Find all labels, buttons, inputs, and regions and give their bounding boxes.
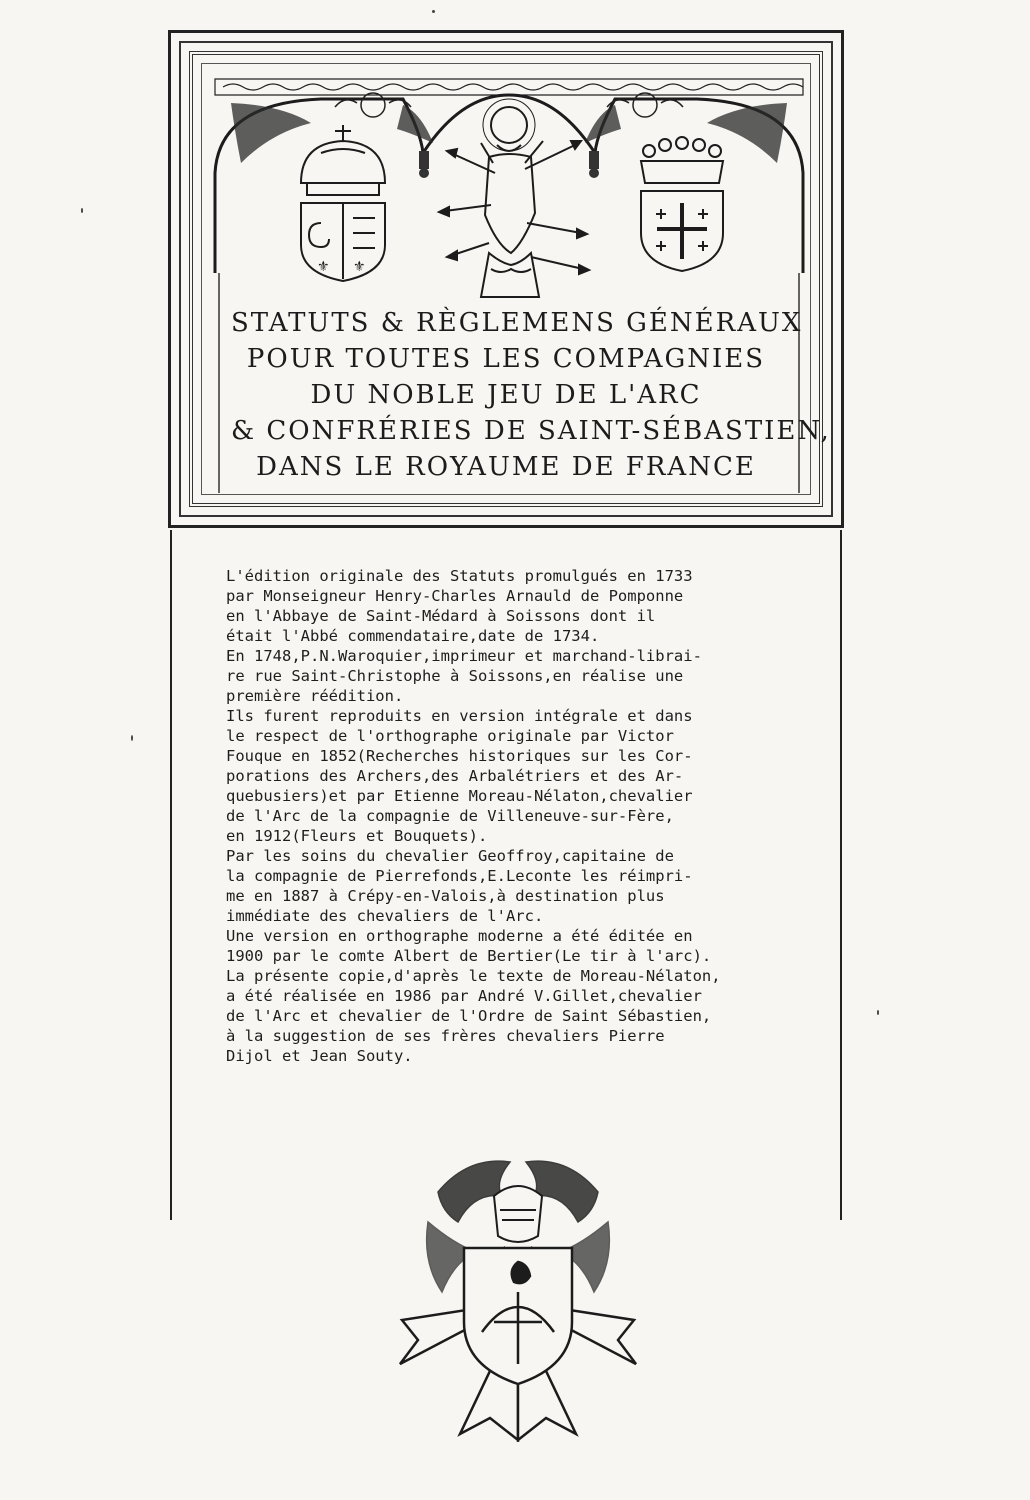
title-frame: [168, 30, 844, 528]
speck: [131, 735, 133, 741]
title-line: POUR TOUTES LES COMPAGNIES: [246, 344, 766, 374]
body-line: La présente copie,d'après le texte de Moreau-Nélaton,: [226, 967, 721, 985]
cross-shield-icon: [641, 191, 723, 271]
title-line: DANS LE ROYAUME DE FRANCE: [256, 452, 756, 482]
body-line: à la suggestion de ses frères chevaliers Pierre: [226, 1027, 665, 1045]
carved-band: [215, 79, 803, 95]
body-line: En 1748,P.N.Waroquier,imprimeur et marchand-librai-: [226, 647, 702, 665]
saint-sebastian-figure: [481, 99, 543, 297]
title-block: [231, 305, 831, 485]
body-line: Fouque en 1852(Recherches historiques sur les Cor-: [226, 747, 693, 765]
body-line: première réédition.: [226, 687, 404, 705]
body-line: de l'Arc et chevalier de l'Ordre de Saint Sébastien,: [226, 1007, 712, 1025]
svg-text:⚜: ⚜: [353, 259, 366, 275]
body-line: 1900 par le comte Albert de Bertier(Le tir à l'arc).: [226, 947, 712, 965]
crown-icon: [301, 125, 385, 195]
body-line: me en 1887 à Crépy-en-Valois,à destination plus: [226, 887, 665, 905]
body-line: en 1912(Fleurs et Bouquets).: [226, 827, 488, 845]
body-line: a été réalisée en 1986 par André V.Gillet,chevalier: [226, 987, 702, 1005]
body-line: la compagnie de Pierrefonds,E.Leconte les réimpri-: [226, 867, 693, 885]
body-line: immédiate des chevaliers de l'Arc.: [226, 907, 544, 925]
body-line: re rue Saint-Christophe à Soissons,en réalise une: [226, 667, 684, 685]
body-line: Dijol et Jean Souty.: [226, 1047, 413, 1065]
pendants: [419, 151, 599, 178]
body-line: le respect de l'orthographe originale par Victor: [226, 727, 674, 745]
title-line: STATUTS & RÈGLEMENS GÉNÉRAUX: [231, 308, 803, 338]
body-line: de l'Arc de la compagnie de Villeneuve-sur-Fère,: [226, 807, 674, 825]
body-line: en l'Abbaye de Saint-Médard à Soissons dont il: [226, 607, 656, 625]
svg-text:⚜: ⚜: [317, 259, 330, 275]
body-line: quebusiers)et par Etienne Moreau-Nélaton,chevalier: [226, 787, 693, 805]
speck: [877, 1010, 879, 1015]
abbey-shield-icon: [301, 203, 385, 281]
body-line: était l'Abbé commendataire,date de 1734.: [226, 627, 600, 645]
title-line: DU NOBLE JEU DE L'ARC: [310, 380, 702, 410]
arrows-icon: [439, 141, 589, 274]
body-line: Une version en orthographe moderne a été éditée en: [226, 927, 693, 945]
coronet-icon: [641, 137, 723, 183]
heraldic-shield-icon: [464, 1248, 572, 1384]
body-line: par Monseigneur Henry-Charles Arnauld de Pomponne: [226, 587, 684, 605]
body-line: L'édition originale des Statuts promulgués en 1733: [226, 567, 693, 585]
cherub-heads: [335, 93, 683, 117]
body-line: Par les soins du chevalier Geoffroy,capitaine de: [226, 847, 674, 865]
speck: [81, 208, 83, 213]
speck: [432, 10, 435, 13]
body-text: [226, 566, 826, 1066]
title-line: & CONFRÉRIES DE SAINT-SÉBASTIEN,: [231, 416, 831, 446]
coat-of-arms-emblem: [398, 1152, 638, 1442]
body-line: porations des Archers,des Arbalétriers et des Ar-: [226, 767, 684, 785]
body-line: Ils furent reproduits en version intégrale et dans: [226, 707, 693, 725]
helmet-icon: [494, 1186, 542, 1242]
